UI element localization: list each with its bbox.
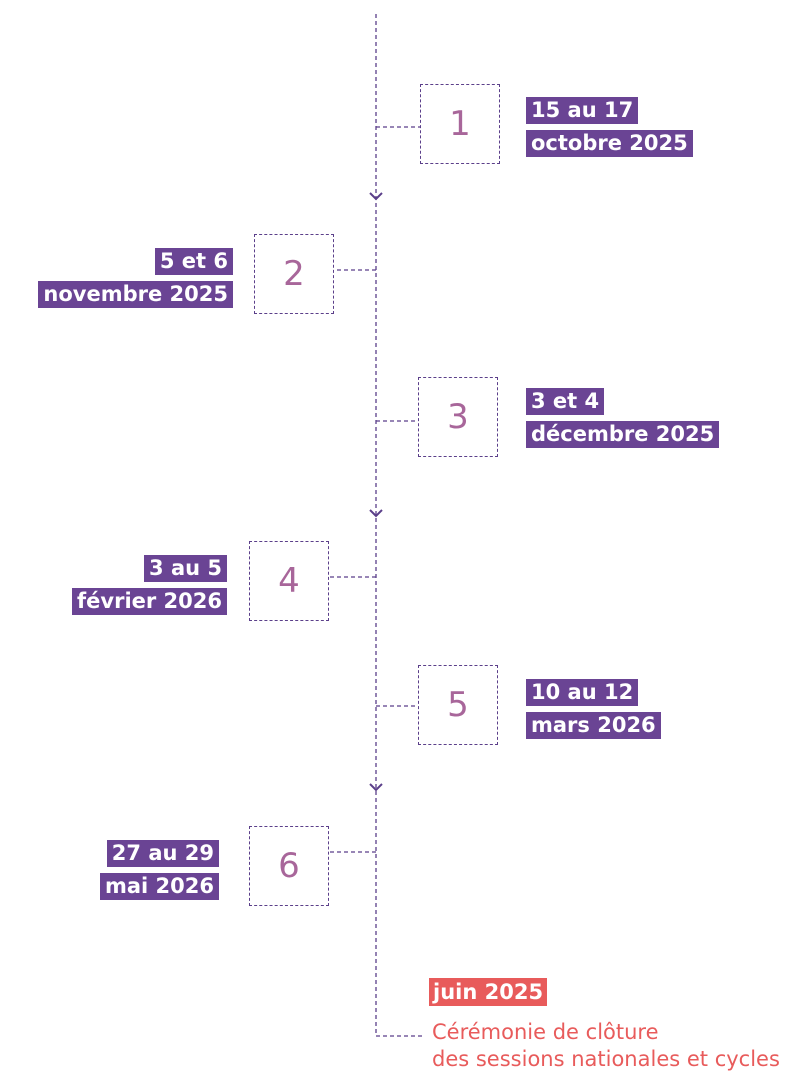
date-label-6 — [100, 840, 219, 906]
step-number-2: 2 — [283, 254, 305, 294]
date-label-5-line1: 10 au 12 — [526, 679, 638, 706]
date-label-2-line1: 5 et 6 — [155, 248, 233, 275]
date-label-1-line2: octobre 2025 — [526, 130, 693, 157]
step-number-4: 4 — [278, 561, 300, 601]
step-box-3 — [418, 377, 498, 457]
step-box-6 — [249, 826, 329, 906]
date-label-4 — [72, 555, 227, 621]
date-label-5-line2: mars 2026 — [526, 712, 661, 739]
closing-description — [432, 1019, 780, 1073]
date-label-4-line2: février 2026 — [72, 588, 227, 615]
date-label-3-line1: 3 et 4 — [526, 388, 604, 415]
step-number-1: 1 — [449, 104, 471, 144]
closing-description-line2: des sessions nationales et cycles — [432, 1047, 780, 1071]
date-label-2-line2: novembre 2025 — [38, 281, 233, 308]
step-number-3: 3 — [447, 397, 469, 437]
step-box-4 — [249, 541, 329, 621]
step-box-1 — [420, 84, 500, 164]
date-label-2 — [38, 248, 233, 314]
date-label-4-line1: 3 au 5 — [144, 555, 227, 582]
closing-date: juin 2025 — [429, 978, 547, 1006]
step-box-2 — [254, 234, 334, 314]
date-label-1-line1: 15 au 17 — [526, 97, 638, 124]
date-label-6-line1: 27 au 29 — [107, 840, 219, 867]
step-box-5 — [418, 665, 498, 745]
date-label-3 — [526, 388, 719, 454]
date-label-5 — [526, 679, 661, 745]
date-label-6-line2: mai 2026 — [100, 873, 219, 900]
step-number-6: 6 — [278, 846, 300, 886]
step-number-5: 5 — [447, 685, 469, 725]
closing-description-line1: Cérémonie de clôture — [432, 1020, 659, 1044]
date-label-1 — [526, 97, 693, 163]
date-label-3-line2: décembre 2025 — [526, 421, 719, 448]
